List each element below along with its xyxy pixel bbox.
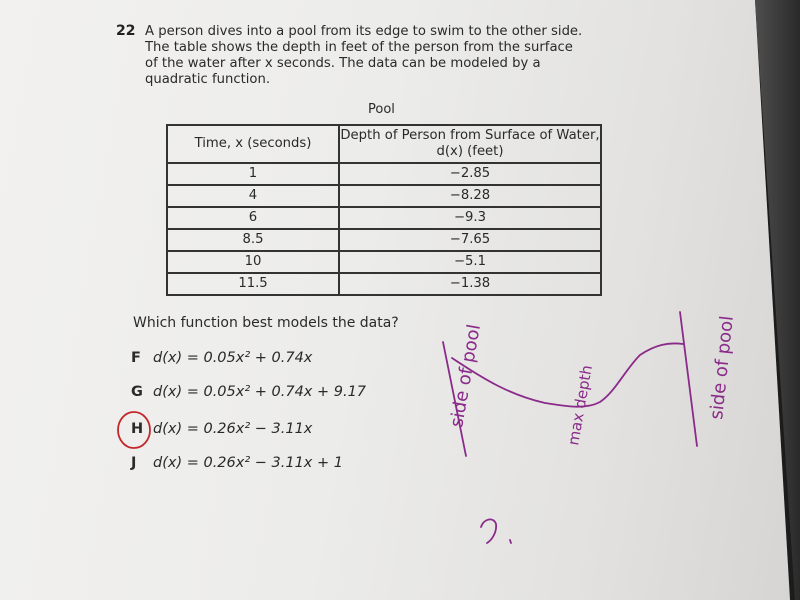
time-column-header: Time, x (seconds) xyxy=(167,125,339,163)
depth-cell: −7.65 xyxy=(339,229,601,251)
question-prompt: A person dives into a pool from its edge to swim to the other side. The table shows the depth in feet of the person from the surface of the water after x seconds. The data can be modeled by a quadratic function. xyxy=(145,24,583,87)
option-formula: d(x) = 0.05x² + 0.74x + 9.17 xyxy=(153,384,367,400)
option-letter: H xyxy=(131,421,144,437)
option-letter: J xyxy=(131,455,137,471)
max-depth-label: max depth xyxy=(564,363,597,447)
option-letter: F xyxy=(131,350,141,366)
right-wall-label: side of pool xyxy=(706,314,738,421)
option-formula: d(x) = 0.05x² + 0.74x xyxy=(153,350,313,366)
answer-circle-mark xyxy=(118,412,150,448)
scribble-mark xyxy=(481,519,511,543)
time-cell: 6 xyxy=(167,207,339,229)
depth-column-header: Depth of Person from Surface of Water, d(x) (feet) xyxy=(339,125,601,163)
right-pool-wall-line xyxy=(680,312,697,446)
table-caption: Pool xyxy=(368,102,395,117)
time-cell: 1 xyxy=(167,163,339,185)
swim-path-curve xyxy=(452,343,683,406)
depth-cell: −2.85 xyxy=(339,163,601,185)
depth-cell: −8.28 xyxy=(339,185,601,207)
time-cell: 10 xyxy=(167,251,339,273)
time-cell: 4 xyxy=(167,185,339,207)
option-letter: G xyxy=(131,384,143,400)
depth-cell: −1.38 xyxy=(339,273,601,295)
depth-cell: −9.3 xyxy=(339,207,601,229)
option-formula: d(x) = 0.26x² − 3.11x xyxy=(153,421,313,437)
time-cell: 8.5 xyxy=(167,229,339,251)
left-wall-label: side of pool xyxy=(446,322,486,429)
depth-cell: −5.1 xyxy=(339,251,601,273)
time-cell: 11.5 xyxy=(167,273,339,295)
question-number: 22 xyxy=(116,23,136,39)
question-ask: Which function best models the data? xyxy=(133,315,399,331)
option-formula: d(x) = 0.26x² − 3.11x + 1 xyxy=(153,455,343,471)
